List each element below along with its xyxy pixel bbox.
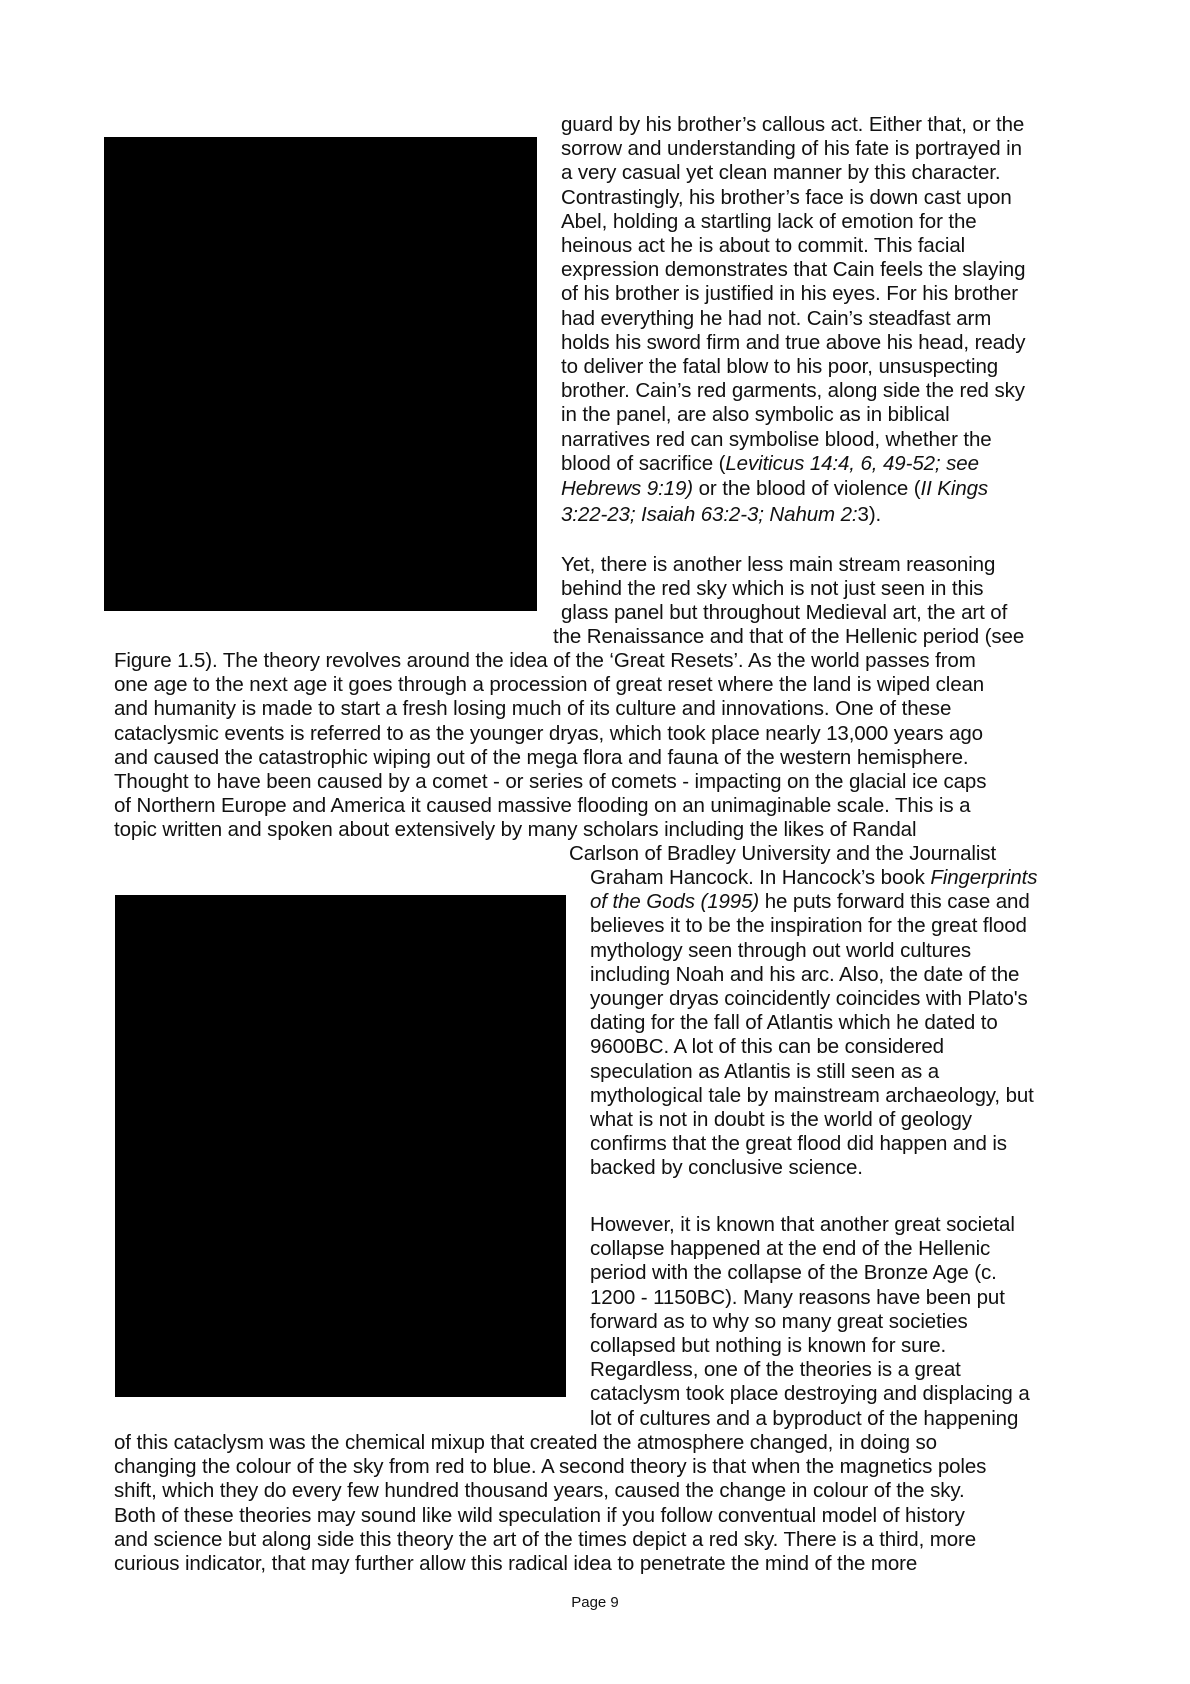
text-line: speculation as Atlantis is still seen as a <box>590 1059 940 1083</box>
text-line: collapse happened at the end of the Hellenic <box>590 1237 991 1261</box>
text-line: what is not in doubt is the world of geology <box>590 1108 972 1131</box>
text-line: blood of sacrifice (Leviticus 14:4, 6, 49-52; see <box>561 452 979 475</box>
text-line: cataclysm took place destroying and displacing a <box>590 1382 1030 1406</box>
text-line: the Renaissance and that of the Hellenic period (see <box>553 625 1025 648</box>
text-line: and science but along side this theory the art of the times depict a red sky. There is a third, more <box>114 1527 977 1551</box>
text-line: brother. Cain’s red garments, along side the red sky <box>561 379 1025 403</box>
text-line: believes it to be the inspiration for the great flood <box>590 914 1027 938</box>
text-line: Carlson of Bradley University and the Journalist <box>569 842 997 865</box>
text-line: topic written and spoken about extensively by many scholars including the likes of Randal <box>114 818 917 842</box>
text-line: one age to the next age it goes through a procession of great reset where the land is wiped clean <box>114 673 985 697</box>
text-line: a very casual yet clean manner by this character. <box>561 161 1001 185</box>
text-line: expression demonstrates that Cain feels the slaying <box>561 258 1026 282</box>
text-line: 9600BC. A lot of this can be considered <box>590 1035 944 1059</box>
text-line: younger dryas coincidently coincides with Plato's <box>590 987 1028 1010</box>
text-line: Both of these theories may sound like wild speculation if you follow conventual model of history <box>114 1503 965 1527</box>
text-line: dating for the fall of Atlantis which he dated to <box>590 1011 998 1035</box>
text-line: narratives red can symbolise blood, whether the <box>561 427 992 451</box>
text-line: period with the collapse of the Bronze Age (c. <box>590 1261 997 1285</box>
text-line: had everything he had not. Cain’s steadfast arm <box>561 306 992 330</box>
text-line: and humanity is made to start a fresh losing much of its culture and innovations. One of these <box>114 697 952 721</box>
text-line: in the panel, are also symbolic as in biblical <box>561 403 950 427</box>
text-line: heinous act he is about to commit. This facial <box>561 234 966 257</box>
text-line: Graham Hancock. In Hancock’s book Fingerprints <box>590 866 1038 889</box>
text-line: 1200 - 1150BC). Many reasons have been put <box>590 1285 1005 1309</box>
text-line: lot of cultures and a byproduct of the happening <box>590 1406 1019 1430</box>
text-line: of his brother is justified in his eyes. For his brother <box>561 282 1018 306</box>
text-line: cataclysmic events is referred to as the younger dryas, which took place nearly 13,000 years ago <box>114 721 983 745</box>
text-line: Figure 1.5). The theory revolves around the idea of the ‘Great Resets’. As the world passes from <box>114 649 976 672</box>
text-line: of this cataclysm was the chemical mixup that created the atmosphere changed, in doing so <box>114 1431 937 1454</box>
text-line: backed by conclusive science. <box>590 1156 863 1180</box>
text-line: confirms that the great flood did happen and is <box>590 1132 1007 1156</box>
text-line: curious indicator, that may further allow this radical idea to penetrate the mind of the more <box>114 1552 918 1575</box>
text-line: Abel, holding a startling lack of emotion for the <box>561 209 977 233</box>
text-line: Regardless, one of the theories is a great <box>590 1358 961 1382</box>
text-line: Hebrews 9:19) or the blood of violence (II Kings <box>561 477 989 500</box>
text-line: guard by his brother’s callous act. Either that, or the <box>561 113 1025 136</box>
text-line: Thought to have been caused by a comet - or series of comets - impacting on the glacial ice caps <box>114 770 987 793</box>
text-line: 3:22-23; Isaiah 63:2-3; Nahum 2:3). <box>561 503 882 526</box>
text-line: collapsed but nothing is known for sure. <box>590 1334 947 1357</box>
figure-image-2 <box>115 895 566 1397</box>
text-line: to deliver the fatal blow to his poor, unsuspecting <box>561 355 999 378</box>
text-line: mythological tale by mainstream archaeology, but <box>590 1083 1034 1107</box>
text-line: However, it is known that another great societal <box>590 1213 1015 1236</box>
text-line: forward as to why so many great societies <box>590 1309 968 1333</box>
text-line: holds his sword firm and true above his head, ready <box>561 330 1026 354</box>
text-line: mythology seen through out world cultures <box>590 938 972 962</box>
text-line: of Northern Europe and America it caused massive flooding on an unimaginable scale. This is a <box>114 794 971 818</box>
text-line: Yet, there is another less main stream reasoning <box>561 553 996 576</box>
text-line: changing the colour of the sky from red to blue. A second theory is that when the magnetics poles <box>114 1455 987 1479</box>
text-line: Contrastingly, his brother’s face is down cast upon <box>561 185 1012 209</box>
text-line: of the Gods (1995) he puts forward this case and <box>590 890 1030 914</box>
text-line: shift, which they do every few hundred thousand years, caused the change in colour of the sky. <box>114 1479 965 1503</box>
text-line: behind the red sky which is not just seen in this <box>561 577 984 601</box>
text-line: glass panel but throughout Medieval art, the art of <box>561 601 1008 625</box>
text-line: sorrow and understanding of his fate is portrayed in <box>561 137 1022 161</box>
figure-image-1 <box>104 137 537 611</box>
text-line: and caused the catastrophic wiping out of the mega flora and fauna of the western hemisphere. <box>114 745 969 769</box>
page-number: Page 9 <box>571 1594 619 1611</box>
text-line: including Noah and his arc. Also, the date of the <box>590 962 1020 986</box>
